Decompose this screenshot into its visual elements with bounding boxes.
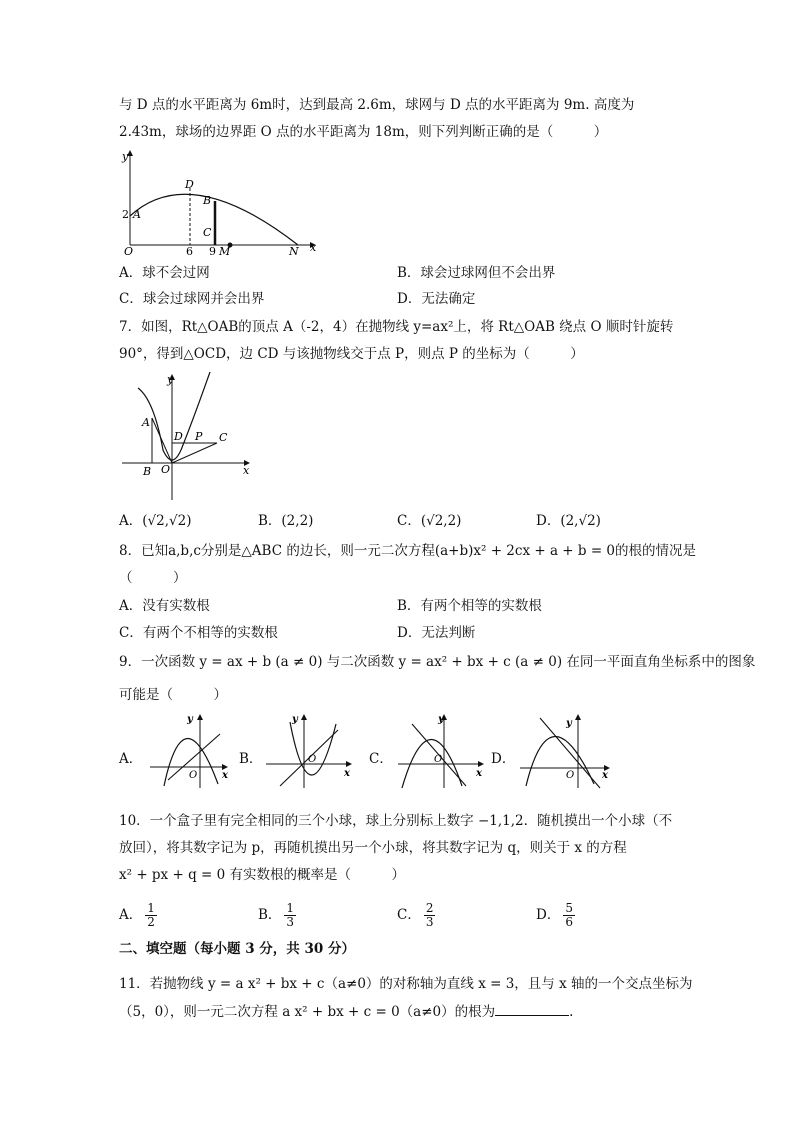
q6-point-A: A — [133, 208, 141, 221]
q10-option-a-den: 2 — [147, 915, 155, 929]
q10-line2: 放回），将其数字记为 p，再随机摸出另一个小球，将其数字记为 q，则关于 x 的方程 — [119, 840, 627, 856]
q8-option-b: B．有两个相等的实数根 — [397, 598, 542, 614]
q11-line2-wrap — [119, 1003, 573, 1021]
q6-line1: 与 D 点的水平距离为 6m时，达到最高 2.6m，球网与 D 点的水平距离为 9m. 高度为 — [119, 97, 635, 113]
q7-x-label: x — [243, 464, 250, 477]
q10-option-a-num: 1 — [147, 901, 155, 915]
q6-option-c: C．球会过球网并会出界 — [119, 291, 265, 307]
q10-line3: x² + px + q = 0 有实数根的概率是（ ） — [119, 867, 405, 883]
q7-point-B: B — [143, 465, 152, 478]
q7-line2: 90°，得到△OCD，边 CD 与该抛物线交于点 P，则点 P 的坐标为（ ） — [119, 346, 584, 362]
q6-y-label: y — [122, 150, 129, 163]
q6-option-d: D．无法确定 — [397, 291, 476, 307]
q7-option-d: D．(2,√2) — [536, 513, 601, 529]
q6-x-label: x — [310, 241, 317, 254]
q9a-x-label: x — [222, 770, 228, 781]
q10-option-d-label: D． — [536, 907, 561, 923]
q7-point-D: D — [174, 430, 183, 443]
q9a-y-label: y — [187, 714, 193, 725]
q9-line1: 9．一次函数 y = ax + b (a ≠ 0) 与二次函数 y = ax² + bx + c (a ≠ 0) 在同一平面直角坐标系中的图象 — [119, 654, 756, 670]
q11-line2: （5，0），则一元二次方程 a x² + bx + c = 0（a≠0）的根为 — [119, 1004, 496, 1020]
q9c-x-label: x — [476, 768, 482, 779]
q10-option-b-den: 3 — [286, 915, 295, 929]
q8-option-d: D．无法判断 — [397, 625, 476, 641]
q9c-y-label: y — [438, 714, 444, 725]
q11-line2-end: . — [569, 1004, 574, 1020]
q10-option-a-label: A． — [119, 907, 143, 923]
q10-option-a — [119, 902, 157, 929]
q9b-x-label: x — [344, 768, 350, 779]
q9b-origin: O — [308, 754, 317, 765]
q7-option-b: B．(2,2) — [258, 513, 314, 529]
q7-point-P: P — [195, 430, 203, 443]
q10-option-b-label: B． — [258, 907, 282, 923]
q6-point-N: N — [289, 245, 299, 258]
q7-origin: O — [161, 463, 171, 476]
q7-option-a: A．(√2,√2) — [119, 513, 192, 529]
q6-option-b: B．球会过球网但不会出界 — [397, 265, 556, 281]
q9-graph-c — [394, 712, 489, 792]
q8-option-a: A．没有实数根 — [119, 598, 210, 614]
q7-point-A: A — [142, 416, 150, 429]
q9-label-c: C． — [369, 751, 393, 767]
q9-label-b: B． — [239, 751, 263, 767]
q10-option-c-den: 3 — [425, 915, 434, 929]
q6-option-a: A．球不会过网 — [119, 265, 210, 281]
q9-graph-b — [262, 712, 357, 792]
q7-point-C: C — [219, 431, 228, 444]
q10-option-d — [536, 902, 575, 929]
q9-line2: 可能是（ ） — [119, 687, 227, 703]
q7-line1: 7．如图，Rt△OAB的顶点 A（-2，4）在抛物线 y=ax²上，将 Rt△OAB 绕点 O 顺时针旋转 — [119, 319, 674, 335]
q10-option-d-num: 5 — [565, 901, 573, 915]
q6-tick-6: 6 — [186, 245, 193, 258]
section-title-fill-in: 二、填空题（每小题 3 分，共 30 分） — [119, 941, 355, 957]
q9d-x-label: x — [602, 770, 608, 781]
q10-option-b-num: 1 — [286, 901, 295, 915]
q6-tick-2: 2 — [122, 208, 129, 221]
q6-point-C: C — [203, 226, 212, 239]
q9-graph-d — [516, 712, 616, 792]
q9d-y-label: y — [566, 718, 572, 729]
q10-option-d-den: 6 — [565, 915, 573, 929]
q8-line1: 8．已知a,b,c分别是△ABC 的边长，则一元二次方程(a+b)x² + 2cx + a + b = 0的根的情况是 — [119, 543, 697, 559]
q7-option-c: C．(√2,2) — [397, 513, 462, 529]
q10-option-c-label: C． — [397, 907, 421, 923]
q8-line2: （ ） — [119, 570, 187, 586]
q10-line1: 10．一个盒子里有完全相同的三个小球，球上分别标上数字 −1,1,2．随机摸出一个小球（不 — [119, 813, 673, 829]
q10-option-c — [397, 902, 435, 929]
q7-figure — [118, 370, 258, 505]
q6-tick-9: 9 — [209, 245, 216, 258]
q6-line2: 2.43m，球场的边界距 O 点的水平距离为 18m，则下列判断正确的是（ ） — [119, 124, 608, 140]
q9c-origin: O — [434, 754, 443, 765]
q9b-y-label: y — [292, 714, 298, 725]
q11-line1: 11．若抛物线 y = a x² + bx + c（a≠0）的对称轴为直线 x = 3，且与 x 轴的一个交点坐标为 — [119, 976, 693, 992]
q6-point-D: D — [185, 178, 194, 191]
q8-option-c: C．有两个不相等的实数根 — [119, 625, 278, 641]
q9a-origin: O — [189, 770, 198, 781]
q9d-origin: O — [566, 770, 575, 781]
q10-option-b — [258, 902, 296, 929]
q6-point-B: B — [203, 194, 212, 207]
q9-graph-a — [146, 712, 231, 792]
q11-answer-blank[interactable] — [495, 1003, 569, 1016]
q6-point-M: M — [219, 245, 231, 258]
q6-figure — [114, 148, 324, 258]
q6-origin: O — [124, 245, 134, 258]
q10-option-c-num: 2 — [425, 901, 434, 915]
q9-label-d: D． — [491, 751, 516, 767]
q7-y-label: y — [167, 373, 174, 386]
q9-label-a: A． — [119, 751, 143, 767]
